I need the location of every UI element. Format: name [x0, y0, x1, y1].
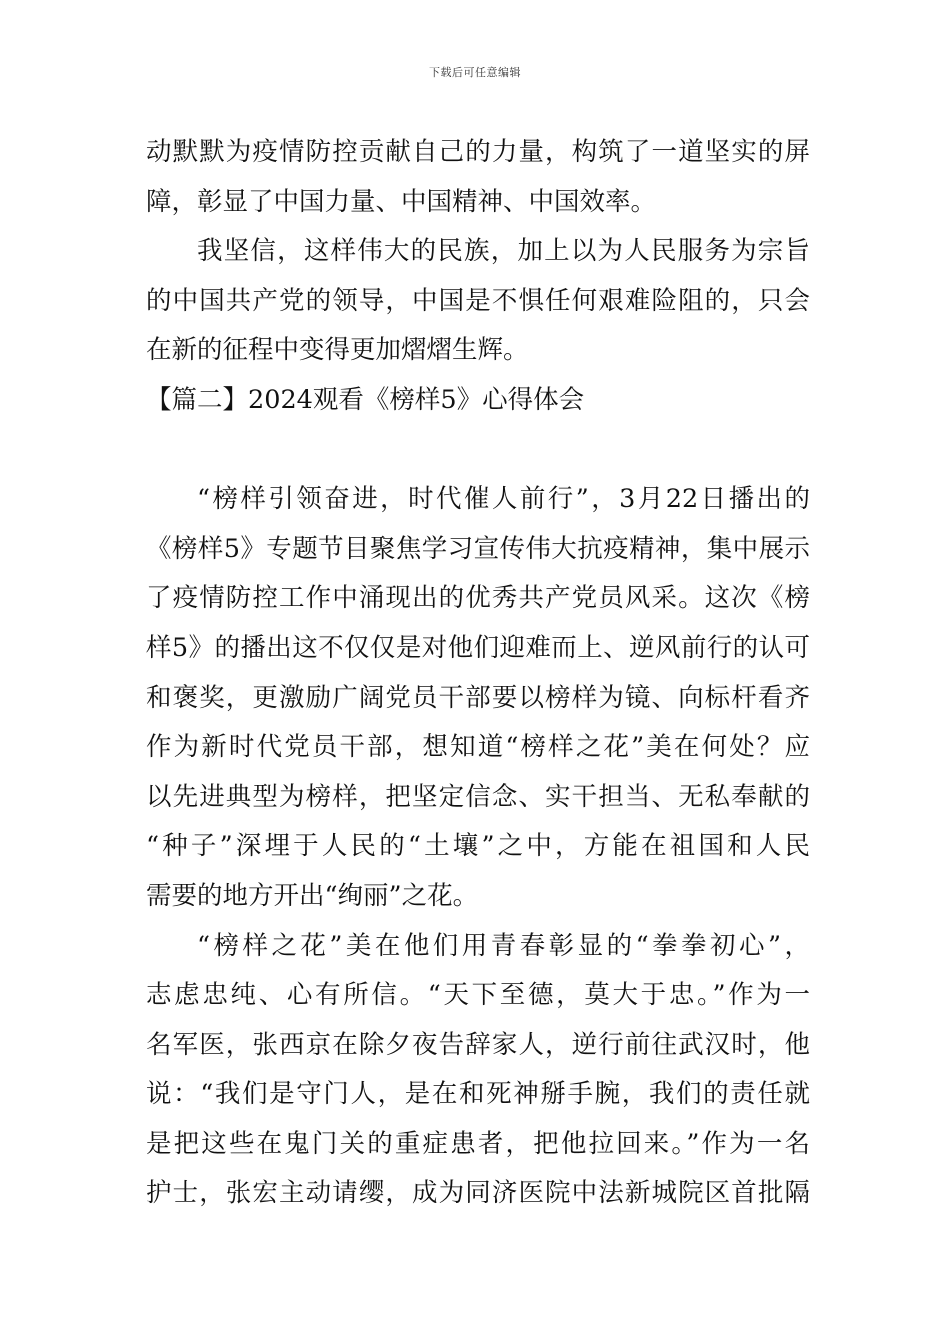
text-line: 了疫情防控工作中涌现出的优秀共产党员风采。这次《榜 [146, 583, 810, 614]
paragraph-intro [146, 475, 810, 921]
document-body [146, 128, 810, 1219]
text-line: 障，彰显了中国力量、中国精神、中国效率。 [146, 186, 657, 217]
text-line: 的中国共产党的领导，中国是不惧任何艰难险阻的，只会 [146, 285, 810, 316]
text-line: 志虑忠纯、心有所信。“天下至德，莫大于忠。”作为一 [146, 980, 810, 1011]
text-line: 作为新时代党员干部，想知道“榜样之花”美在何处？应 [146, 732, 810, 763]
text-line: 《榜样5》专题节目聚焦学习宣传伟大抗疫精神，集中展示 [146, 533, 810, 564]
text-line: 样5》的播出这不仅仅是对他们迎难而上、逆风前行的认可 [146, 632, 810, 663]
text-line: 护士，张宏主动请缨，成为同济医院中法新城院区首批隔 [146, 1178, 810, 1209]
paragraph-belief [146, 227, 810, 376]
text-line: 动默默为疫情防控贡献自己的力量，构筑了一道坚实的屏 [146, 137, 810, 167]
text-line: 以先进典型为榜样，把坚定信念、实干担当、无私奉献的 [146, 781, 810, 812]
text-line: 我坚信，这样伟大的民族，加上以为人民服务为宗旨 [197, 236, 810, 267]
paragraph-examples [146, 922, 810, 1220]
text-line: 在新的征程中变得更加熠熠生辉。 [146, 335, 529, 366]
text-line: “榜样之花”美在他们用青春彰显的“拳拳初心”， [197, 930, 810, 961]
text-line: “榜样引领奋进，时代催人前行”，3月22日播出的 [197, 484, 810, 515]
section-title: 【篇二】2024观看《榜样5》心得体会 [146, 384, 585, 415]
blank-line [146, 426, 810, 476]
text-line: 和褒奖，更激励广阔党员干部要以榜样为镜、向标杆看齐 [146, 682, 810, 713]
page-header: 下载后可任意编辑 [429, 66, 521, 79]
text-line: 名军医，张西京在除夕夜告辞家人，逆行前往武汉时，他 [146, 1029, 810, 1060]
text-line: “种子”深埋于人民的“土壤”之中，方能在祖国和人民 [146, 831, 810, 862]
text-line: 是把这些在鬼门关的重症患者，把他拉回来。”作为一名 [146, 1128, 810, 1159]
text-line: 说：“我们是守门人，是在和死神掰手腕，我们的责任就 [146, 1079, 810, 1110]
text-line: 需要的地方开出“绚丽”之花。 [146, 880, 479, 911]
paragraph-continuation [146, 128, 810, 227]
